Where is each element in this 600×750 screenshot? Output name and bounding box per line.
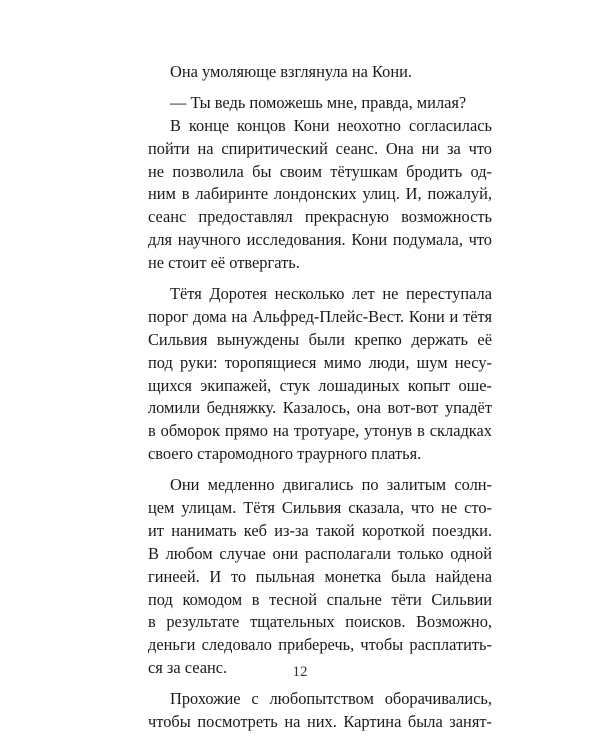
text-line: в обморок прямо на тротуаре, утонув в складках: [148, 421, 492, 441]
text-line: гинеей. И то пыльная монетка была найдена: [148, 566, 492, 586]
text-line: ним в лабиринте лондонских улиц. И, пожалуй,: [148, 184, 492, 204]
text-line: чтобы посмотреть на них. Картина была занят-: [148, 712, 492, 732]
text-line: ся за сеанс.: [148, 658, 228, 678]
text-line: ит нанимать кеб из-за такой короткой поездки.: [148, 520, 492, 540]
text-line: Она умоляюще взглянула на Кони.: [170, 62, 412, 81]
text-line: для научного исследования. Кони подумала, что: [148, 230, 492, 250]
text-line: Сильвия вынуждены были крепко держать её: [148, 329, 492, 349]
text-line: под комодом в тесной спальне тёти Сильвии: [148, 589, 492, 609]
text-line: — Ты ведь поможешь мне, правда, милая?: [170, 92, 467, 112]
text-line: деньги следовало приберечь, чтобы расплатить-: [148, 635, 492, 655]
text-line: порог дома на Альфред-Плейс-Вест. Кони и тётя: [148, 306, 492, 326]
text-line: сеанс предоставлял прекрасную возможность: [148, 207, 492, 227]
text-line: цем улицам. Тётя Сильвия сказала, что не сто-: [148, 498, 492, 518]
text-line: пойти на спиритический сеанс. Она ни за что: [148, 138, 492, 158]
text-line: своего старомодного траурного платья.: [148, 444, 422, 464]
text-line: в результате тщательных поисков. Возможно,: [148, 612, 492, 632]
text-line: Они медленно двигались по залитым солн-: [170, 475, 492, 495]
text-line: не стоит её отвергать.: [148, 253, 300, 273]
text-line: Тётя Доротея несколько лет не переступала: [170, 284, 492, 304]
text-line: щихся экипажей, стук лошадиных копыт оше-: [148, 375, 492, 395]
text-line: В конце концов Кони неохотно согласилась: [170, 115, 492, 135]
text-line: Прохожие с любопытством оборачивались,: [170, 689, 492, 709]
page-number: 12: [292, 664, 308, 680]
text-line: ломили бедняжку. Казалось, она вот-вот упадёт: [148, 398, 492, 418]
text-line: В любом случае они располагали только одной: [148, 543, 492, 563]
text-line: под руки: торопящиеся мимо люди, шум несу-: [148, 352, 492, 372]
body-text: [148, 61, 492, 734]
text-line: не позволила бы своим тётушкам бродить од-: [148, 161, 492, 181]
